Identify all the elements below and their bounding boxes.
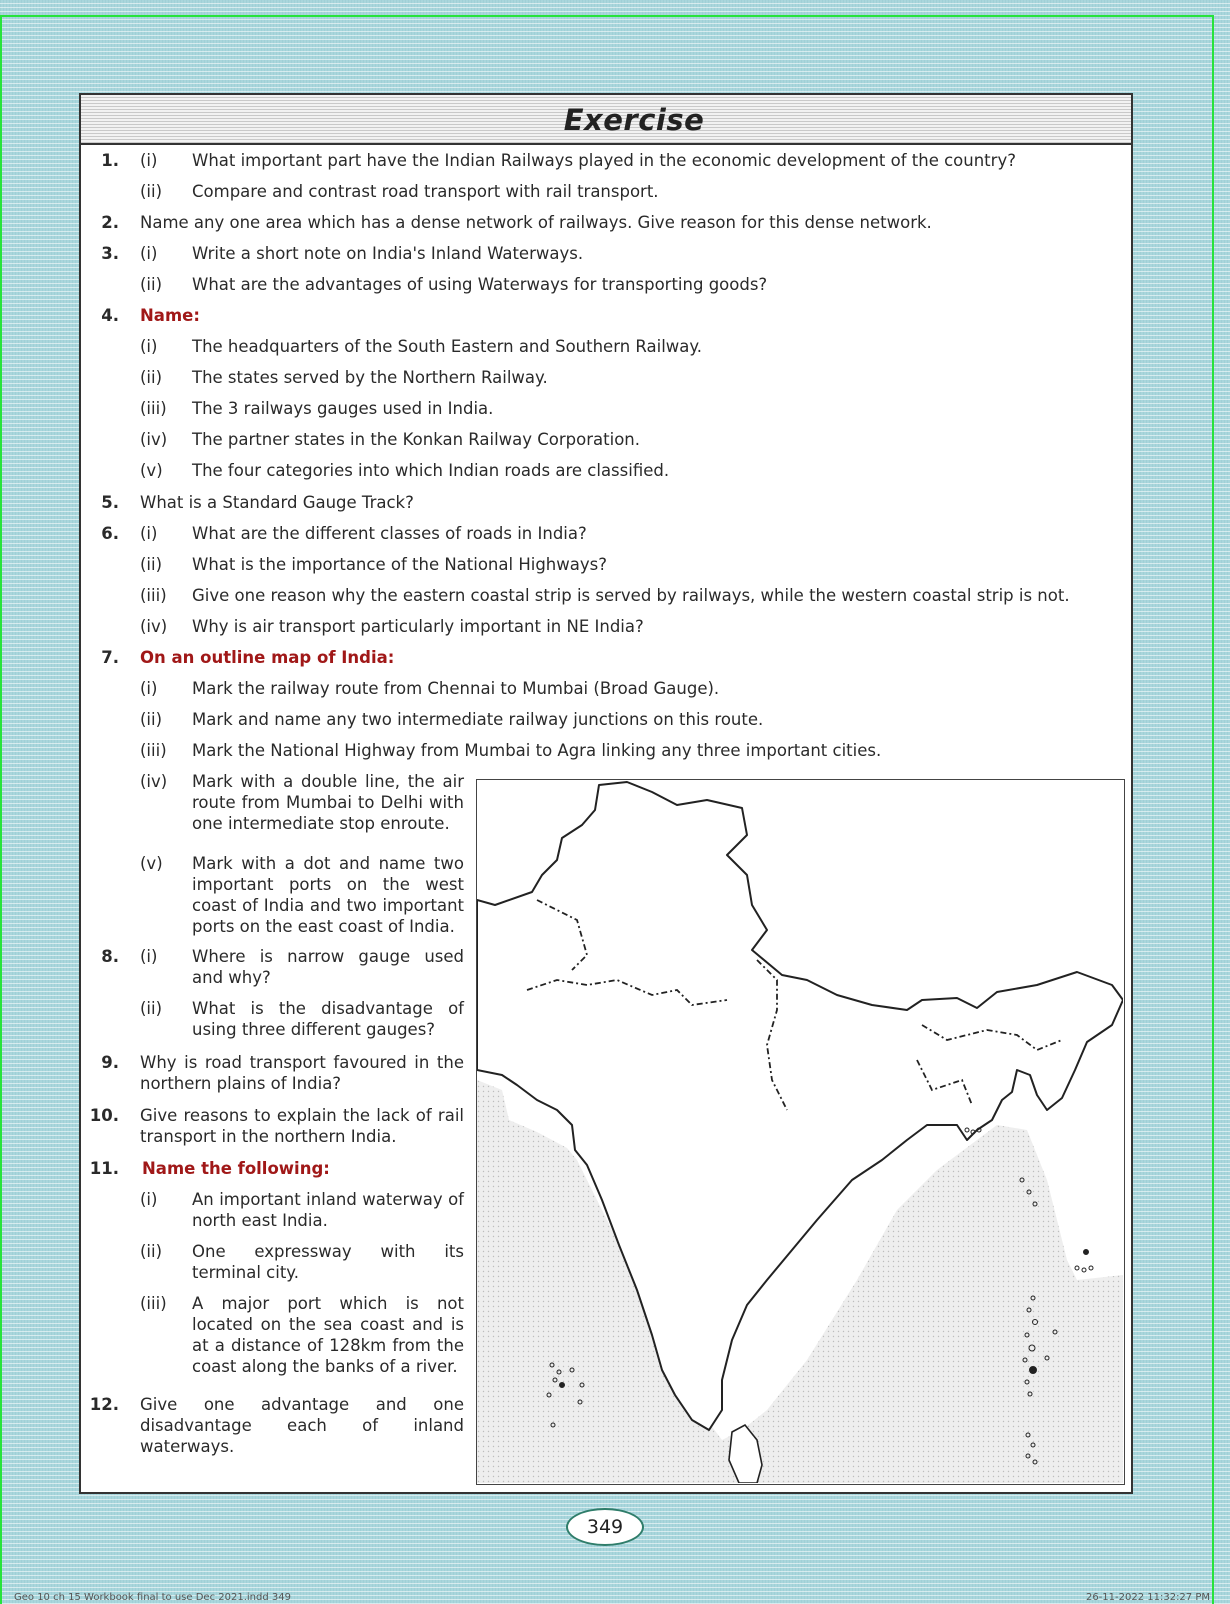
roman-numeral: (iii) (140, 399, 167, 418)
roman-numeral: (iv) (140, 430, 168, 449)
question-text: What is a Standard Gauge Track? (140, 493, 414, 512)
question-text: Write a short note on India's Inland Waterways. (192, 244, 584, 263)
question-text: Compare and contrast road transport with rail transport. (192, 182, 659, 201)
question-text: The four categories into which Indian roads are classified. (192, 461, 670, 480)
question-text: The states served by the Northern Railway. (192, 368, 548, 387)
question-text: A major port which is not located on the sea coast and is at a distance of 128km from the coast along the banks of a river. (192, 1294, 464, 1376)
question-number: 1. (101, 151, 119, 170)
question-text: Give one reason why the eastern coastal strip is served by railways, while the western coastal strip is not. (192, 586, 1070, 605)
question-number: 2. (101, 213, 119, 232)
india-map-drawing (477, 780, 1123, 1483)
roman-numeral: (i) (140, 947, 158, 966)
roman-numeral: (iv) (140, 617, 168, 636)
exercise-header (81, 95, 1131, 145)
footer-filename: Geo 10 ch 15 Workbook final to use Dec 2021.indd 349 (14, 1592, 291, 1603)
roman-numeral: (iii) (140, 1294, 167, 1313)
roman-numeral: (ii) (140, 999, 163, 1018)
roman-numeral: (i) (140, 337, 158, 356)
page-title: Exercise (563, 103, 705, 137)
question-number: 6. (101, 524, 119, 543)
roman-numeral: (ii) (140, 275, 163, 294)
question-text: Why is air transport particularly important in NE India? (192, 617, 644, 636)
roman-numeral: (iii) (140, 741, 167, 760)
question-text: What important part have the Indian Railways played in the economic development of the country? (192, 151, 1016, 170)
roman-numeral: (iv) (140, 772, 168, 791)
question-text: The partner states in the Konkan Railway Corporation. (192, 430, 640, 449)
roman-numeral: (v) (140, 854, 163, 873)
roman-numeral: (i) (140, 1190, 158, 1209)
question-text: One expressway with its terminal city. (192, 1242, 464, 1282)
question-text: An important inland waterway of north east India. (192, 1190, 464, 1230)
question-text: Mark and name any two intermediate railway junctions on this route. (192, 710, 764, 729)
question-text: What are the advantages of using Waterways for transporting goods? (192, 275, 768, 294)
question-number: 4. (101, 306, 119, 325)
question-heading: Name the following: (142, 1159, 330, 1178)
question-text: What is the disadvantage of using three different gauges? (192, 999, 464, 1039)
india-outline-map (476, 779, 1125, 1485)
roman-numeral: (ii) (140, 182, 163, 201)
roman-numeral: (ii) (140, 710, 163, 729)
roman-numeral: (i) (140, 151, 158, 170)
question-text: What is the importance of the National Highways? (192, 555, 607, 574)
question-text: The 3 railways gauges used in India. (192, 399, 494, 418)
question-number: 9. (101, 1053, 119, 1072)
question-number: 11. (89, 1159, 119, 1178)
question-text: Mark the railway route from Chennai to Mumbai (Broad Gauge). (192, 679, 720, 698)
question-number: 12. (89, 1395, 119, 1414)
question-text: Why is road transport favoured in the northern plains of India? (140, 1053, 464, 1093)
roman-numeral: (ii) (140, 555, 163, 574)
roman-numeral: (i) (140, 679, 158, 698)
question-text: Where is narrow gauge used and why? (192, 947, 464, 987)
page-number: 349 (566, 1508, 644, 1546)
question-text: What are the different classes of roads in India? (192, 524, 587, 543)
question-text: Mark the National Highway from Mumbai to Agra linking any three important cities. (192, 741, 882, 760)
question-number: 3. (101, 244, 119, 263)
roman-numeral: (ii) (140, 368, 163, 387)
question-number: 7. (101, 648, 119, 667)
question-text: Give reasons to explain the lack of rail transport in the northern India. (140, 1106, 464, 1146)
question-text: The headquarters of the South Eastern and Southern Railway. (192, 337, 703, 356)
question-number: 10. (89, 1106, 119, 1125)
question-text: Mark with a double line, the air route from Mumbai to Delhi with one intermediate stop enroute. (192, 772, 464, 833)
question-text: Give one advantage and one disadvantage each of inland waterways. (140, 1395, 464, 1456)
question-text: Name any one area which has a dense network of railways. Give reason for this dense network. (140, 213, 932, 232)
roman-numeral: (ii) (140, 1242, 163, 1261)
footer-timestamp: 26-11-2022 11:32:27 PM (1085, 1592, 1210, 1603)
question-heading: Name: (140, 306, 200, 325)
roman-numeral: (i) (140, 244, 158, 263)
roman-numeral: (v) (140, 461, 163, 480)
roman-numeral: (i) (140, 524, 158, 543)
question-text: Mark with a dot and name two important ports on the west coast of India and two important ports on the east coast of India. (192, 854, 464, 936)
question-number: 8. (101, 947, 119, 966)
question-heading: On an outline map of India: (140, 648, 395, 667)
question-number: 5. (101, 493, 119, 512)
roman-numeral: (iii) (140, 586, 167, 605)
